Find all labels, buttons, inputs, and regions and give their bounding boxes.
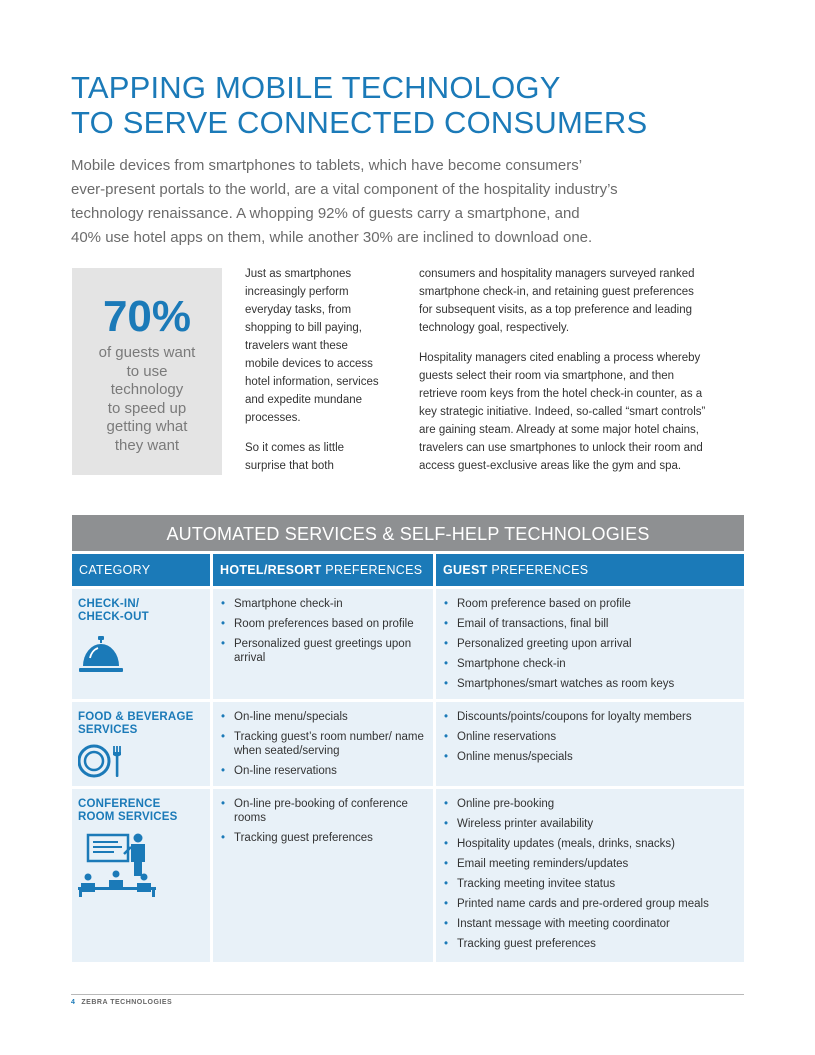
text-line: Hospitality managers cited enabling a process whereby: [419, 352, 701, 364]
stat-line: they want: [114, 436, 180, 454]
list-item: • Personalized greeting upon arrival: [444, 638, 744, 652]
guest-preferences-cell: [436, 702, 744, 786]
list-item: • Wireless printer availability: [444, 818, 744, 832]
intro-line: Mobile devices from smartphones to tablets, which have become consumers’: [71, 157, 583, 174]
stat-line: technology: [110, 381, 184, 398]
text-line: mobile devices to access: [245, 358, 373, 370]
header-hotel-bold: HOTEL/RESORT: [220, 563, 322, 577]
text-line: and expedite mundane: [245, 394, 363, 406]
title-line-1: TAPPING MOBILE TECHNOLOGY: [71, 70, 561, 105]
intro-line: ever-present portals to the world, are a vital component of the hospitality industry’s: [71, 181, 618, 198]
hotel-preferences-cell: [213, 702, 433, 786]
text-line: travelers can use smartphones to unlock their room and: [419, 442, 703, 454]
text-line: hotel information, services: [245, 376, 379, 388]
list-item: • Personalized guest greetings upon arrival: [221, 638, 433, 665]
list-item: • Smartphone check-in: [444, 658, 744, 672]
stat-number: 70%: [102, 292, 192, 341]
text-line: retrieve room keys from the hotel check-in counter, as a: [419, 388, 703, 400]
hotel-preferences-cell: [213, 589, 433, 699]
footer-divider: [71, 994, 744, 995]
hotel-preferences-list: [213, 711, 433, 778]
text-line: Just as smartphones: [245, 268, 352, 280]
text-line: shopping to bill paying,: [245, 322, 362, 334]
text-line: smartphone check-in, and retaining guest preferences: [419, 286, 694, 298]
hotel-preferences-cell: [213, 789, 433, 962]
text-line: access guest-exclusive areas like the gym and spa.: [419, 460, 682, 472]
intro-paragraph: [71, 154, 691, 250]
text-line: everyday tasks, from: [245, 304, 352, 316]
category-line: ROOM SERVICES: [78, 811, 178, 823]
table-header-row: [72, 554, 744, 586]
text-line: So it comes as little: [245, 442, 345, 454]
category-line: CHECK-OUT: [78, 611, 149, 623]
services-table: [72, 515, 744, 962]
stat-callout: [72, 268, 222, 475]
list-item: • Online reservations: [444, 731, 744, 745]
stat-description: [83, 344, 211, 455]
list-item: • Hospitality updates (meals, drinks, snacks): [444, 838, 744, 852]
text-line: increasingly perform: [245, 286, 349, 298]
column2-paragraph-2: [419, 349, 749, 475]
column1-paragraph-1: [245, 265, 405, 427]
list-item: • Smartphone check-in: [221, 598, 433, 612]
table-row: [72, 702, 744, 786]
stat-line: of guests want: [98, 344, 196, 361]
list-item: • Tracking guest preferences: [221, 832, 433, 846]
category-cell: [72, 789, 210, 962]
list-item: • Tracking guest’s room number/ name when seated/serving: [221, 731, 433, 758]
table-row: [72, 789, 744, 962]
header-category: CATEGORY: [72, 554, 210, 586]
category-line: CONFERENCE: [78, 798, 161, 810]
service-bell-icon: [78, 634, 124, 676]
stat-line: to use: [126, 362, 168, 380]
list-item: • Online pre-booking: [444, 798, 744, 812]
guest-preferences-list: [436, 711, 744, 765]
page-footer: [71, 999, 172, 1006]
category-line: FOOD & BEVERAGE: [78, 711, 194, 723]
page-title: [71, 70, 751, 140]
list-item: • On-line pre-booking of conference rooms: [221, 798, 433, 825]
page-number: 4: [71, 999, 76, 1006]
hotel-preferences-list: [213, 598, 433, 665]
category-label: [78, 711, 210, 737]
guest-preferences-list: [436, 598, 744, 692]
title-line-2: TO SERVE CONNECTED CONSUMERS: [71, 105, 648, 140]
list-item: • Printed name cards and pre-ordered group meals: [444, 898, 744, 912]
list-item: • Tracking guest preferences: [444, 938, 744, 952]
text-line: for subsequent visits, as a top preference and leading: [419, 304, 692, 316]
guest-preferences-list: [436, 798, 744, 952]
body-column-2: [419, 265, 749, 475]
list-item: • Room preferences based on profile: [221, 618, 433, 632]
intro-line: 40% use hotel apps on them, while another 30% are inclined to download one.: [71, 229, 593, 246]
footer-company: ZEBRA TECHNOLOGIES: [81, 999, 173, 1006]
stat-line: getting what: [106, 418, 188, 435]
table-row: [72, 589, 744, 699]
category-cell: [72, 589, 210, 699]
header-hotel-preferences: [213, 554, 433, 586]
category-cell: [72, 702, 210, 786]
table-banner: AUTOMATED SERVICES & SELF-HELP TECHNOLOGIES: [72, 515, 744, 551]
header-guest-rest: PREFERENCES: [487, 563, 589, 577]
header-hotel-rest: PREFERENCES: [321, 563, 423, 577]
text-line: guests select their room via smartphone, and then: [419, 370, 675, 382]
hotel-preferences-list: [213, 798, 433, 845]
text-line: surprise that both: [245, 460, 334, 472]
text-line: technology goal, respectively.: [419, 322, 570, 334]
text-line: consumers and hospitality managers surveyed ranked: [419, 268, 695, 280]
column2-paragraph-1: [419, 265, 749, 337]
list-item: • Email of transactions, final bill: [444, 618, 744, 632]
list-item: • On-line menu/specials: [221, 711, 433, 725]
intro-line: technology renaissance. A whopping 92% of guests carry a smartphone, and: [71, 205, 580, 222]
text-line: key strategic initiative. Indeed, so-called “smart controls”: [419, 406, 706, 418]
guest-preferences-cell: [436, 789, 744, 962]
category-line: SERVICES: [78, 724, 138, 736]
text-line: travelers want these: [245, 340, 348, 352]
column1-paragraph-2: [245, 439, 405, 475]
list-item: • Online menus/specials: [444, 751, 744, 765]
list-item: • Instant message with meeting coordinator: [444, 918, 744, 932]
category-label: [78, 798, 210, 824]
list-item: • Room preference based on profile: [444, 598, 744, 612]
list-item: • On-line reservations: [221, 765, 433, 779]
list-item: • Email meeting reminders/updates: [444, 858, 744, 872]
header-guest-bold: GUEST: [443, 563, 488, 577]
plate-fork-icon: [78, 743, 124, 779]
header-guest-preferences: [436, 554, 744, 586]
text-line: processes.: [245, 412, 301, 424]
list-item: • Discounts/points/coupons for loyalty members: [444, 711, 744, 725]
category-label: [78, 598, 210, 624]
stat-line: to speed up: [107, 399, 187, 417]
guest-preferences-cell: [436, 589, 744, 699]
presentation-icon: [78, 832, 158, 898]
text-line: are gaining steam. Already at some major hotel chains,: [419, 424, 699, 436]
list-item: • Tracking meeting invitee status: [444, 878, 744, 892]
list-item: • Smartphones/smart watches as room keys: [444, 678, 744, 692]
category-line: CHECK-IN/: [78, 598, 140, 610]
body-column-1: [245, 265, 405, 475]
